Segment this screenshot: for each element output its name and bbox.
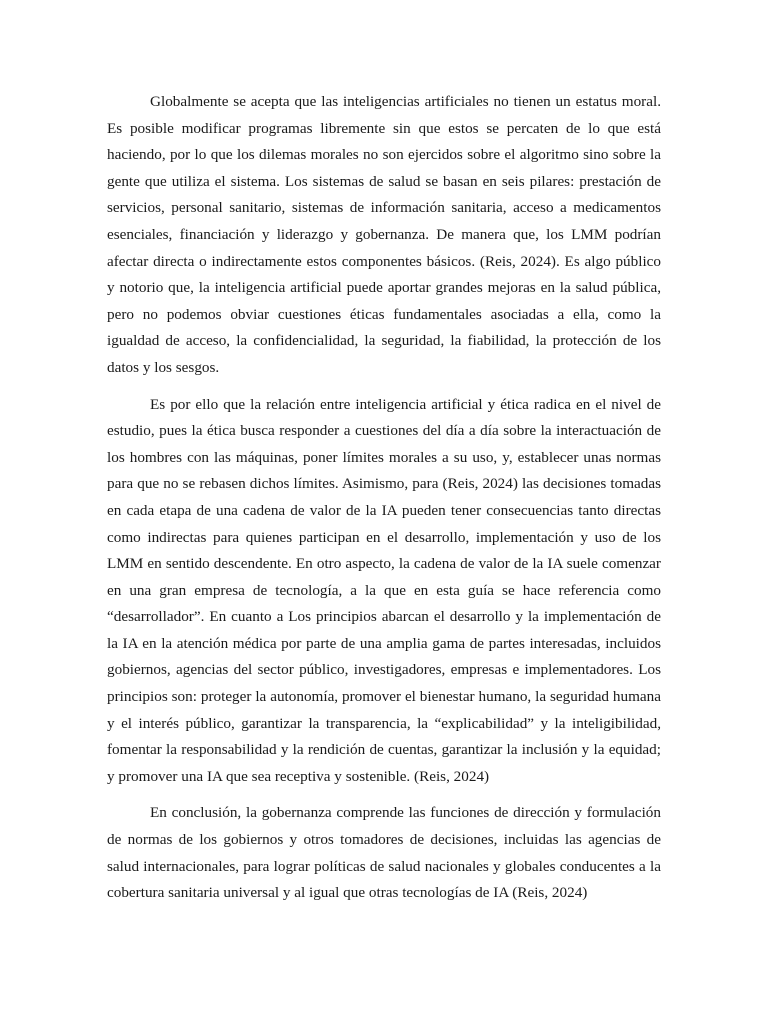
paragraph-1: Globalmente se acepta que las inteligencias artificiales no tienen un estatus moral. Es posible modificar programas libremente sin que estos se percaten de lo que está haciendo, por lo que los dilemas morales no son ejercidos sobre el algoritmo sino sobre la gente que utiliza el sistema. Los sistemas de salud se basan en seis pilares: prestación de servicios, personal sanitario, sistemas de información sanitaria, acceso a medicamentos esenciales, financiación y liderazgo y gobernanza. De manera que, los LMM podrían afectar directa o indirectamente estos componentes básicos. (Reis, 2024). Es algo público y notorio que, la inteligencia artificial puede aportar grandes mejoras en la salud pública, pero no podemos obviar cuestiones éticas fundamentales asociadas a ella, como la igualdad de acceso, la confidencialidad, la seguridad, la fiabilidad, la protección de los datos y los sesgos. xyxy=(107,93,661,376)
paragraph-3: En conclusión, la gobernanza comprende las funciones de dirección y formulación de normas de los gobiernos y otros tomadores de decisiones, incluidas las agencias de salud internacionales, para lograr políticas de salud nacionales y globales conducentes a la cobertura sanitaria universal y al igual que otras tecnologías de IA (Reis, 2024) xyxy=(107,804,661,902)
paragraph-2: Es por ello que la relación entre inteligencia artificial y ética radica en el nivel de estudio, pues la ética busca responder a cuestiones del día a día sobre la interactuación de los hombres con las máquinas, poner límites morales a su uso, y, establecer unas normas para que no se rebasen dichos límites. Asimismo, para (Reis, 2024) las decisiones tomadas en cada etapa de una cadena de valor de la IA pueden tener consecuencias tanto directas como indirectas para quienes participan en el desarrollo, implementación y uso de los LMM en sentido descendente. En otro aspecto, la cadena de valor de la IA suele comenzar en una gran empresa de tecnología, a la que en esta guía se hace referencia como “desarrollador”. En cuanto a Los principios abarcan el desarrollo y la implementación de la IA en la atención médica por parte de una amplia gama de partes interesadas, incluidos gobiernos, agencias del sector público, investigadores, empresas e implementadores. Los principios son: proteger la autonomía, promover el bienestar humano, la seguridad humana y el interés público, garantizar la transparencia, la “explicabilidad” y la inteligibilidad, fomentar la responsabilidad y la rendición de cuentas, garantizar la inclusión y la equidad; y promover una IA que sea receptiva y sostenible. (Reis, 2024) xyxy=(107,395,661,785)
document-body xyxy=(107,89,661,907)
